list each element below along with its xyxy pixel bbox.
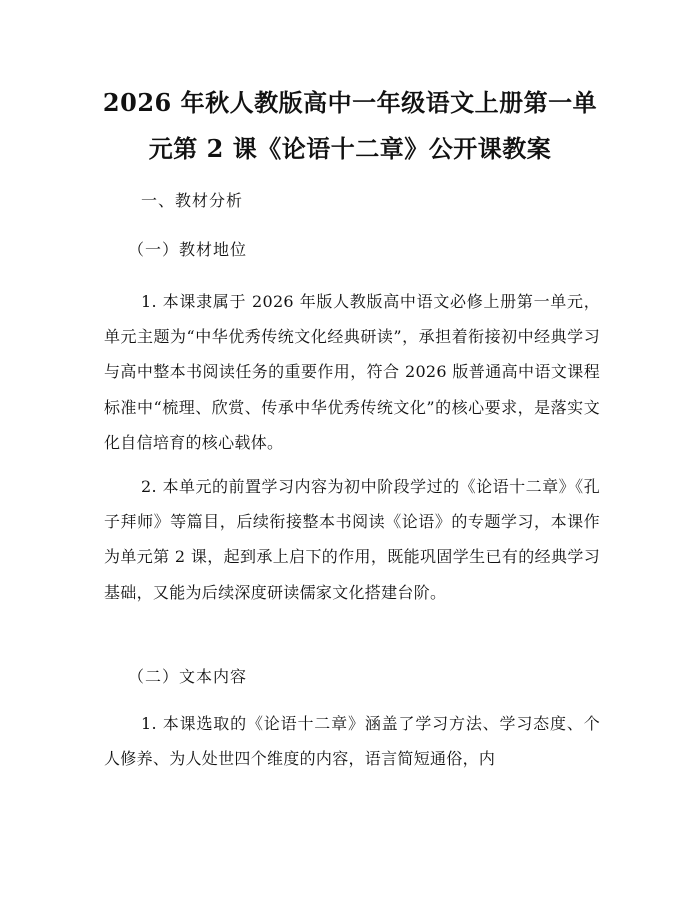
subsection-heading-textbook-position: （一）教材地位 (128, 240, 248, 259)
document-title-line-1: 2026 年秋人教版高中一年级语文上册第一单 (102, 88, 598, 117)
section-heading-textbook-analysis: 一、教材分析 (141, 191, 244, 210)
paragraph-3: 1. 本课选取的《论语十二章》涵盖了学习方法、学习态度、个人修养、为人处世四个维度的内容，语言简短通俗，内 (104, 714, 600, 769)
subsection-heading-text-content: （二）文本内容 (128, 667, 248, 686)
paragraph-2: 2. 本单元的前置学习内容为初中阶段学过的《论语十二章》《孔子拜师》等篇目，后续衔接整本书阅读《论语》的专题学习，本课作为单元第 2 课，起到承上启下的作用，既能巩固学生已有的经典学习基础，又能为后续深度研读儒家文化搭建台阶。 (104, 477, 600, 602)
document-title-line-2: 元第 2 课《论语十二章》公开课教案 (148, 134, 552, 163)
paragraph-1: 1. 本课隶属于 2026 年版人教版高中语文必修上册第一单元，单元主题为“中华优秀传统文化经典研读”，承担着衔接初中经典学习与高中整本书阅读任务的重要作用，符合 2026 版普通高中语文课程标准中“梳理、欣赏、传承中华优秀传统文化”的核心要求，是落实文化自信培育的核心载体。 (104, 292, 600, 452)
